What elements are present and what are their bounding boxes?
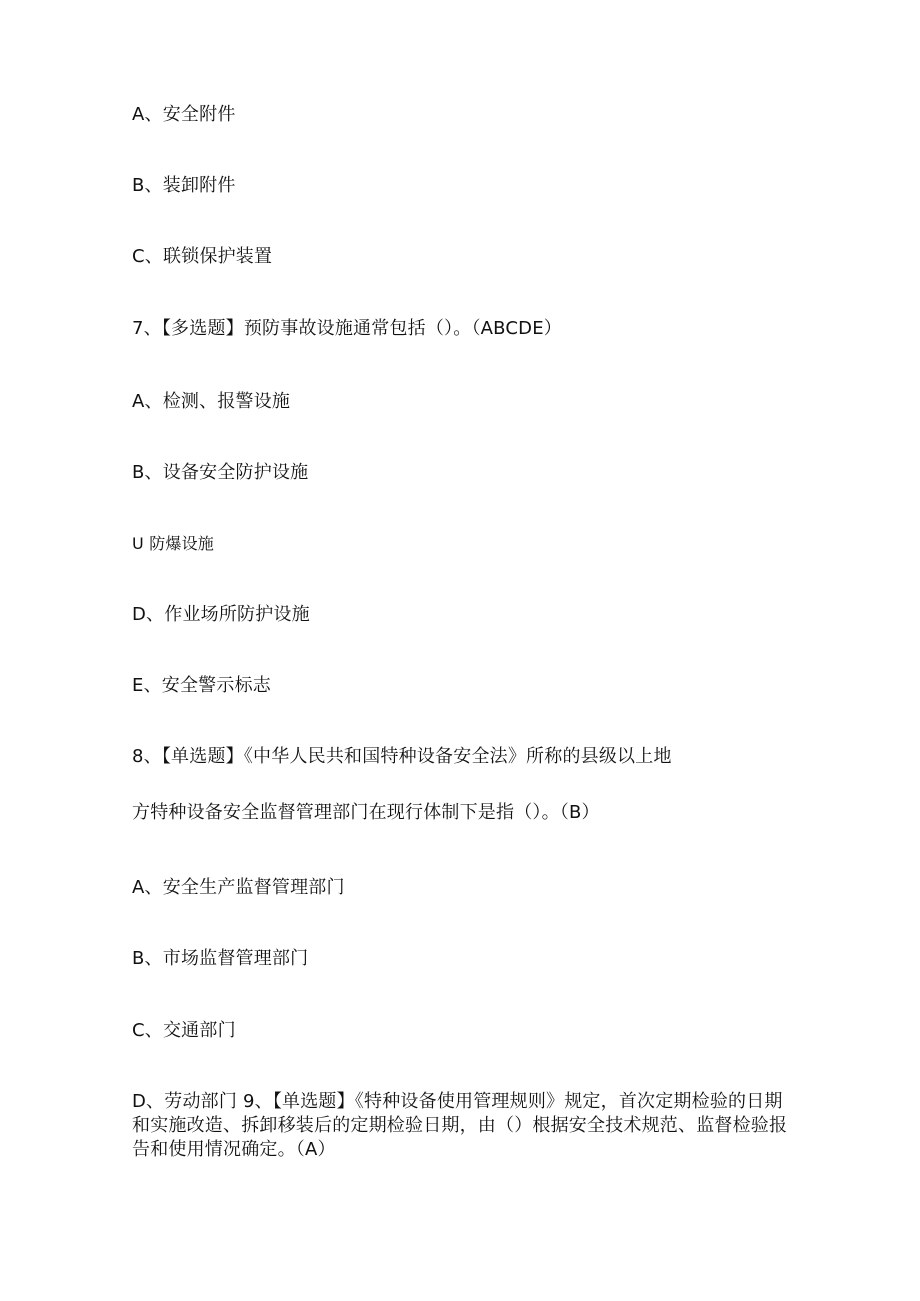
line-q7-option-a: A、检测、报警设施 (132, 391, 291, 412)
line-q6-option-b: B、装卸附件 (132, 175, 236, 196)
question-8-option-d-and-question-9: D、劳动部门 9、【单选题】《特种设备使用管理规则》规定，首次定期检验的日期和实施改造、拆卸移装后的定期检验日期，由（）根据安全技术规范、监督检验报告和使用情况确定。（A） (132, 1091, 788, 1160)
line-q8-option-a: A、安全生产监督管理部门 (132, 877, 345, 898)
line-q7-option-e: E、安全警示标志 (132, 675, 271, 696)
line-q7-option-c: U 防爆设施 (132, 534, 214, 553)
question-8-line-1: 8、【单选题】《中华人民共和国特种设备安全法》所称的县级以上地 (132, 746, 672, 767)
line-q8-option-b: B、市场监督管理部门 (132, 948, 309, 969)
question-7: 7、【多选题】预防事故设施通常包括（）。（ABCDE） (132, 318, 562, 339)
line-q6-option-a: A、安全附件 (132, 104, 236, 125)
line-q7-option-d: D、作业场所防护设施 (132, 604, 310, 625)
line-q6-option-c: C、联锁保护装置 (132, 246, 273, 267)
line-q8-option-c: C、交通部门 (132, 1020, 236, 1041)
line-q7-option-b: B、设备安全防护设施 (132, 462, 309, 483)
question-8-line-2: 方特种设备安全监督管理部门在现行体制下是指（）。（B） (132, 802, 600, 823)
